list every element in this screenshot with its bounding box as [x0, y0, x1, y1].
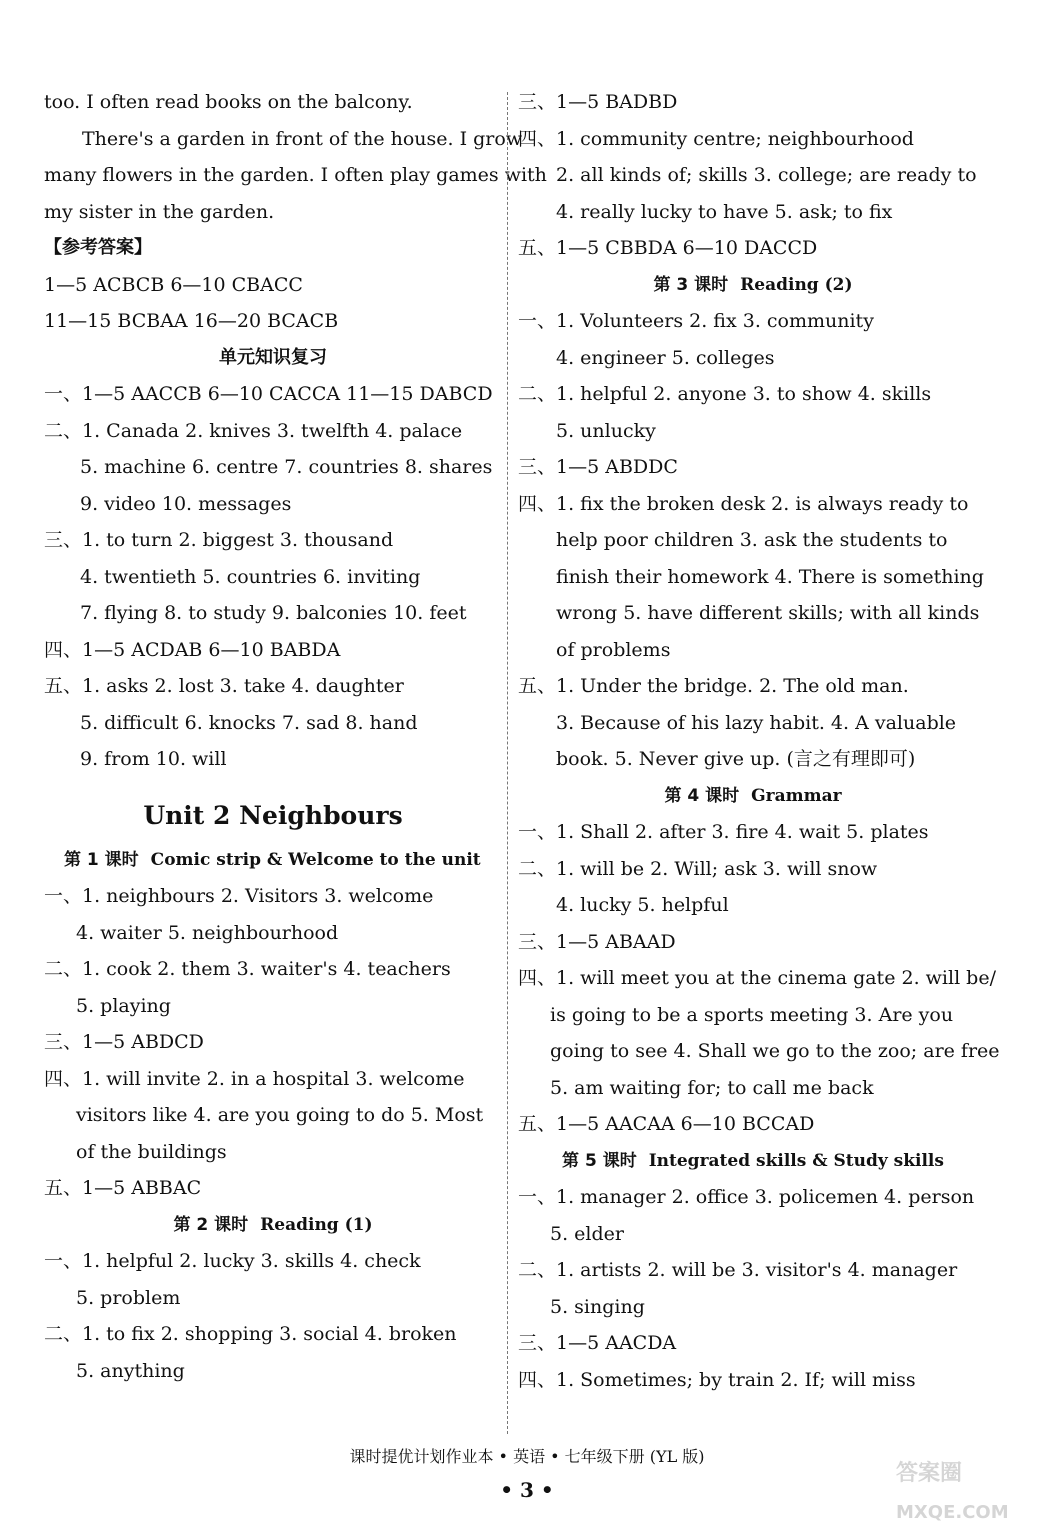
answer-line: 二、1. helpful 2. anyone 3. to show 4. skills [518, 383, 932, 405]
reference-answer-heading: 【参考答案】 [44, 237, 152, 258]
answer-line: 3. Because of his lazy habit. 4. A valuable [556, 711, 957, 734]
answer-line: 三、1—5 ABAAD [518, 930, 676, 953]
text-line: There's a garden in front of the house. I grow [82, 127, 523, 150]
answer-line: 2. all kinds of; skills 3. college; are ready to [556, 164, 977, 186]
column-divider [507, 92, 508, 1434]
answer-line: 二、1. to fix 2. shopping 3. social 4. broken [44, 1323, 457, 1345]
answer-line: of problems [556, 638, 671, 661]
answer-line: 一、1. helpful 2. lucky 3. skills 4. check [44, 1250, 421, 1272]
answer-line: help poor children 3. ask the students to [556, 529, 948, 551]
answer-line: 二、1. will be 2. Will; ask 3. will snow [518, 857, 878, 880]
answer-line: 四、1. will meet you at the cinema gate 2. will be/ [518, 967, 996, 989]
lesson-title: Reading (1) [260, 1214, 373, 1235]
lesson-number: 第 5 课时 [562, 1150, 637, 1171]
answer-line: 四、1—5 ACDAB 6—10 BABDA [44, 638, 341, 661]
answer-line: 三、1—5 ABDDC [518, 456, 678, 478]
answer-line: 11—15 BCBAA 16—20 BCACB [44, 310, 339, 332]
answer-line: 三、1—5 ABDCD [44, 1031, 204, 1053]
answer-line: 5. unlucky [556, 419, 656, 442]
page-number: • 3 • [500, 1478, 554, 1502]
lesson-title: Reading (2) [740, 274, 853, 295]
answer-line: wrong 5. have different skills; with all kinds [556, 602, 980, 624]
answer-line: 4. lucky 5. helpful [556, 894, 729, 916]
answer-line: 五、1. asks 2. lost 3. take 4. daughter [44, 675, 404, 697]
lesson-title: Integrated skills & Study skills [648, 1150, 944, 1171]
answer-line: 五、1—5 ABBAC [44, 1177, 202, 1199]
answer-line: 5. playing [76, 994, 171, 1017]
answer-line: visitors like 4. are you going to do 5. Most [76, 1104, 484, 1126]
lesson-number: 第 4 课时 [664, 785, 740, 806]
answer-line: 5. problem [76, 1286, 181, 1309]
answer-line: 5. elder [550, 1222, 624, 1245]
answer-line: 4. twentieth 5. countries 6. inviting [80, 565, 421, 588]
answer-line: 7. flying 8. to study 9. balconies 10. feet [80, 602, 467, 624]
answer-line: 四、1. will invite 2. in a hospital 3. welcome [44, 1067, 465, 1090]
text-line: too. I often read books on the balcony. [44, 91, 413, 113]
answer-line: is going to be a sports meeting 3. Are you [550, 1003, 954, 1026]
answer-line: 三、1. to turn 2. biggest 3. thousand [44, 529, 394, 551]
answer-line: 五、1. Under the bridge. 2. The old man. [518, 675, 909, 697]
answer-line: 四、1. fix the broken desk 2. is always ready to [518, 492, 969, 515]
answer-line: of the buildings [76, 1140, 227, 1163]
text-line: many flowers in the garden. I often play games with [44, 164, 547, 186]
book-footer: 课时提优计划作业本 • 英语 • 七年级下册 (YL 版) [349, 1447, 705, 1466]
answer-line: book. 5. Never give up. (言之有理即可) [556, 748, 916, 770]
answer-line: 5. singing [550, 1295, 645, 1318]
answer-line: 二、1. artists 2. will be 3. visitor's 4. manager [518, 1259, 958, 1281]
answer-line: 一、1—5 AACCB 6—10 CACCA 11—15 DABCD [44, 383, 493, 405]
answer-line: 5. am waiting for; to call me back [550, 1076, 874, 1099]
answer-line: 五、1—5 CBBDA 6—10 DACCD [518, 237, 818, 259]
answer-line: 三、1—5 BADBD [518, 91, 678, 113]
watermark-top-text: 答案圈 [896, 1461, 963, 1486]
right-column [518, 84, 1000, 1398]
answer-line: 一、1. manager 2. office 3. policemen 4. person [518, 1186, 975, 1208]
answer-line: 一、1. neighbours 2. Visitors 3. welcome [44, 885, 434, 907]
answer-line: 5. machine 6. centre 7. countries 8. shares [80, 456, 493, 478]
answer-line: 二、1. Canada 2. knives 3. twelfth 4. palace [44, 419, 463, 442]
watermark-bottom-text: MXQE.COM [896, 1502, 1009, 1523]
answer-line: 五、1—5 AACAA 6—10 BCCAD [518, 1113, 815, 1135]
lesson-heading [44, 1207, 502, 1244]
lesson-heading [518, 267, 988, 304]
watermark-logo [886, 1440, 1036, 1530]
answer-line: finish their homework 4. There is something [556, 565, 984, 588]
answer-line: 一、1. Shall 2. after 3. fire 4. wait 5. plates [518, 821, 929, 843]
section-heading: 单元知识复习 [219, 346, 327, 368]
answer-line: 5. anything [76, 1359, 185, 1382]
answer-line: 1—5 ACBCB 6—10 CBACC [44, 273, 303, 296]
lesson-number: 第 2 课时 [173, 1214, 249, 1235]
answer-line: 5. difficult 6. knocks 7. sad 8. hand [80, 711, 418, 734]
lesson-heading [518, 778, 988, 815]
answer-line: 三、1—5 AACDA [518, 1332, 677, 1354]
lesson-number: 第 3 课时 [653, 274, 729, 295]
answer-line: 9. video 10. messages [80, 492, 292, 515]
answer-line: 4. really lucky to have 5. ask; to fix [556, 200, 893, 223]
answer-line: 9. from 10. will [80, 748, 227, 770]
lesson-number: 第 1 课时 [64, 849, 139, 870]
unit-title: Unit 2 Neighbours [143, 800, 403, 830]
answer-line: 4. waiter 5. neighbourhood [76, 921, 339, 944]
answer-line: going to see 4. Shall we go to the zoo; are free [550, 1040, 1000, 1062]
answer-line: 一、1. Volunteers 2. fix 3. community [518, 310, 874, 332]
answer-line: 四、1. community centre; neighbourhood [518, 127, 914, 150]
lesson-heading [44, 842, 502, 879]
lesson-heading [518, 1143, 988, 1180]
answer-line: 四、1. Sometimes; by train 2. If; will miss [518, 1368, 916, 1391]
lesson-title: Comic strip & Welcome to the unit [150, 849, 481, 870]
text-line: my sister in the garden. [44, 200, 275, 223]
answer-line: 二、1. cook 2. them 3. waiter's 4. teachers [44, 958, 451, 980]
lesson-title: Grammar [751, 785, 842, 806]
answer-line: 4. engineer 5. colleges [556, 346, 775, 369]
left-column [44, 84, 547, 1389]
